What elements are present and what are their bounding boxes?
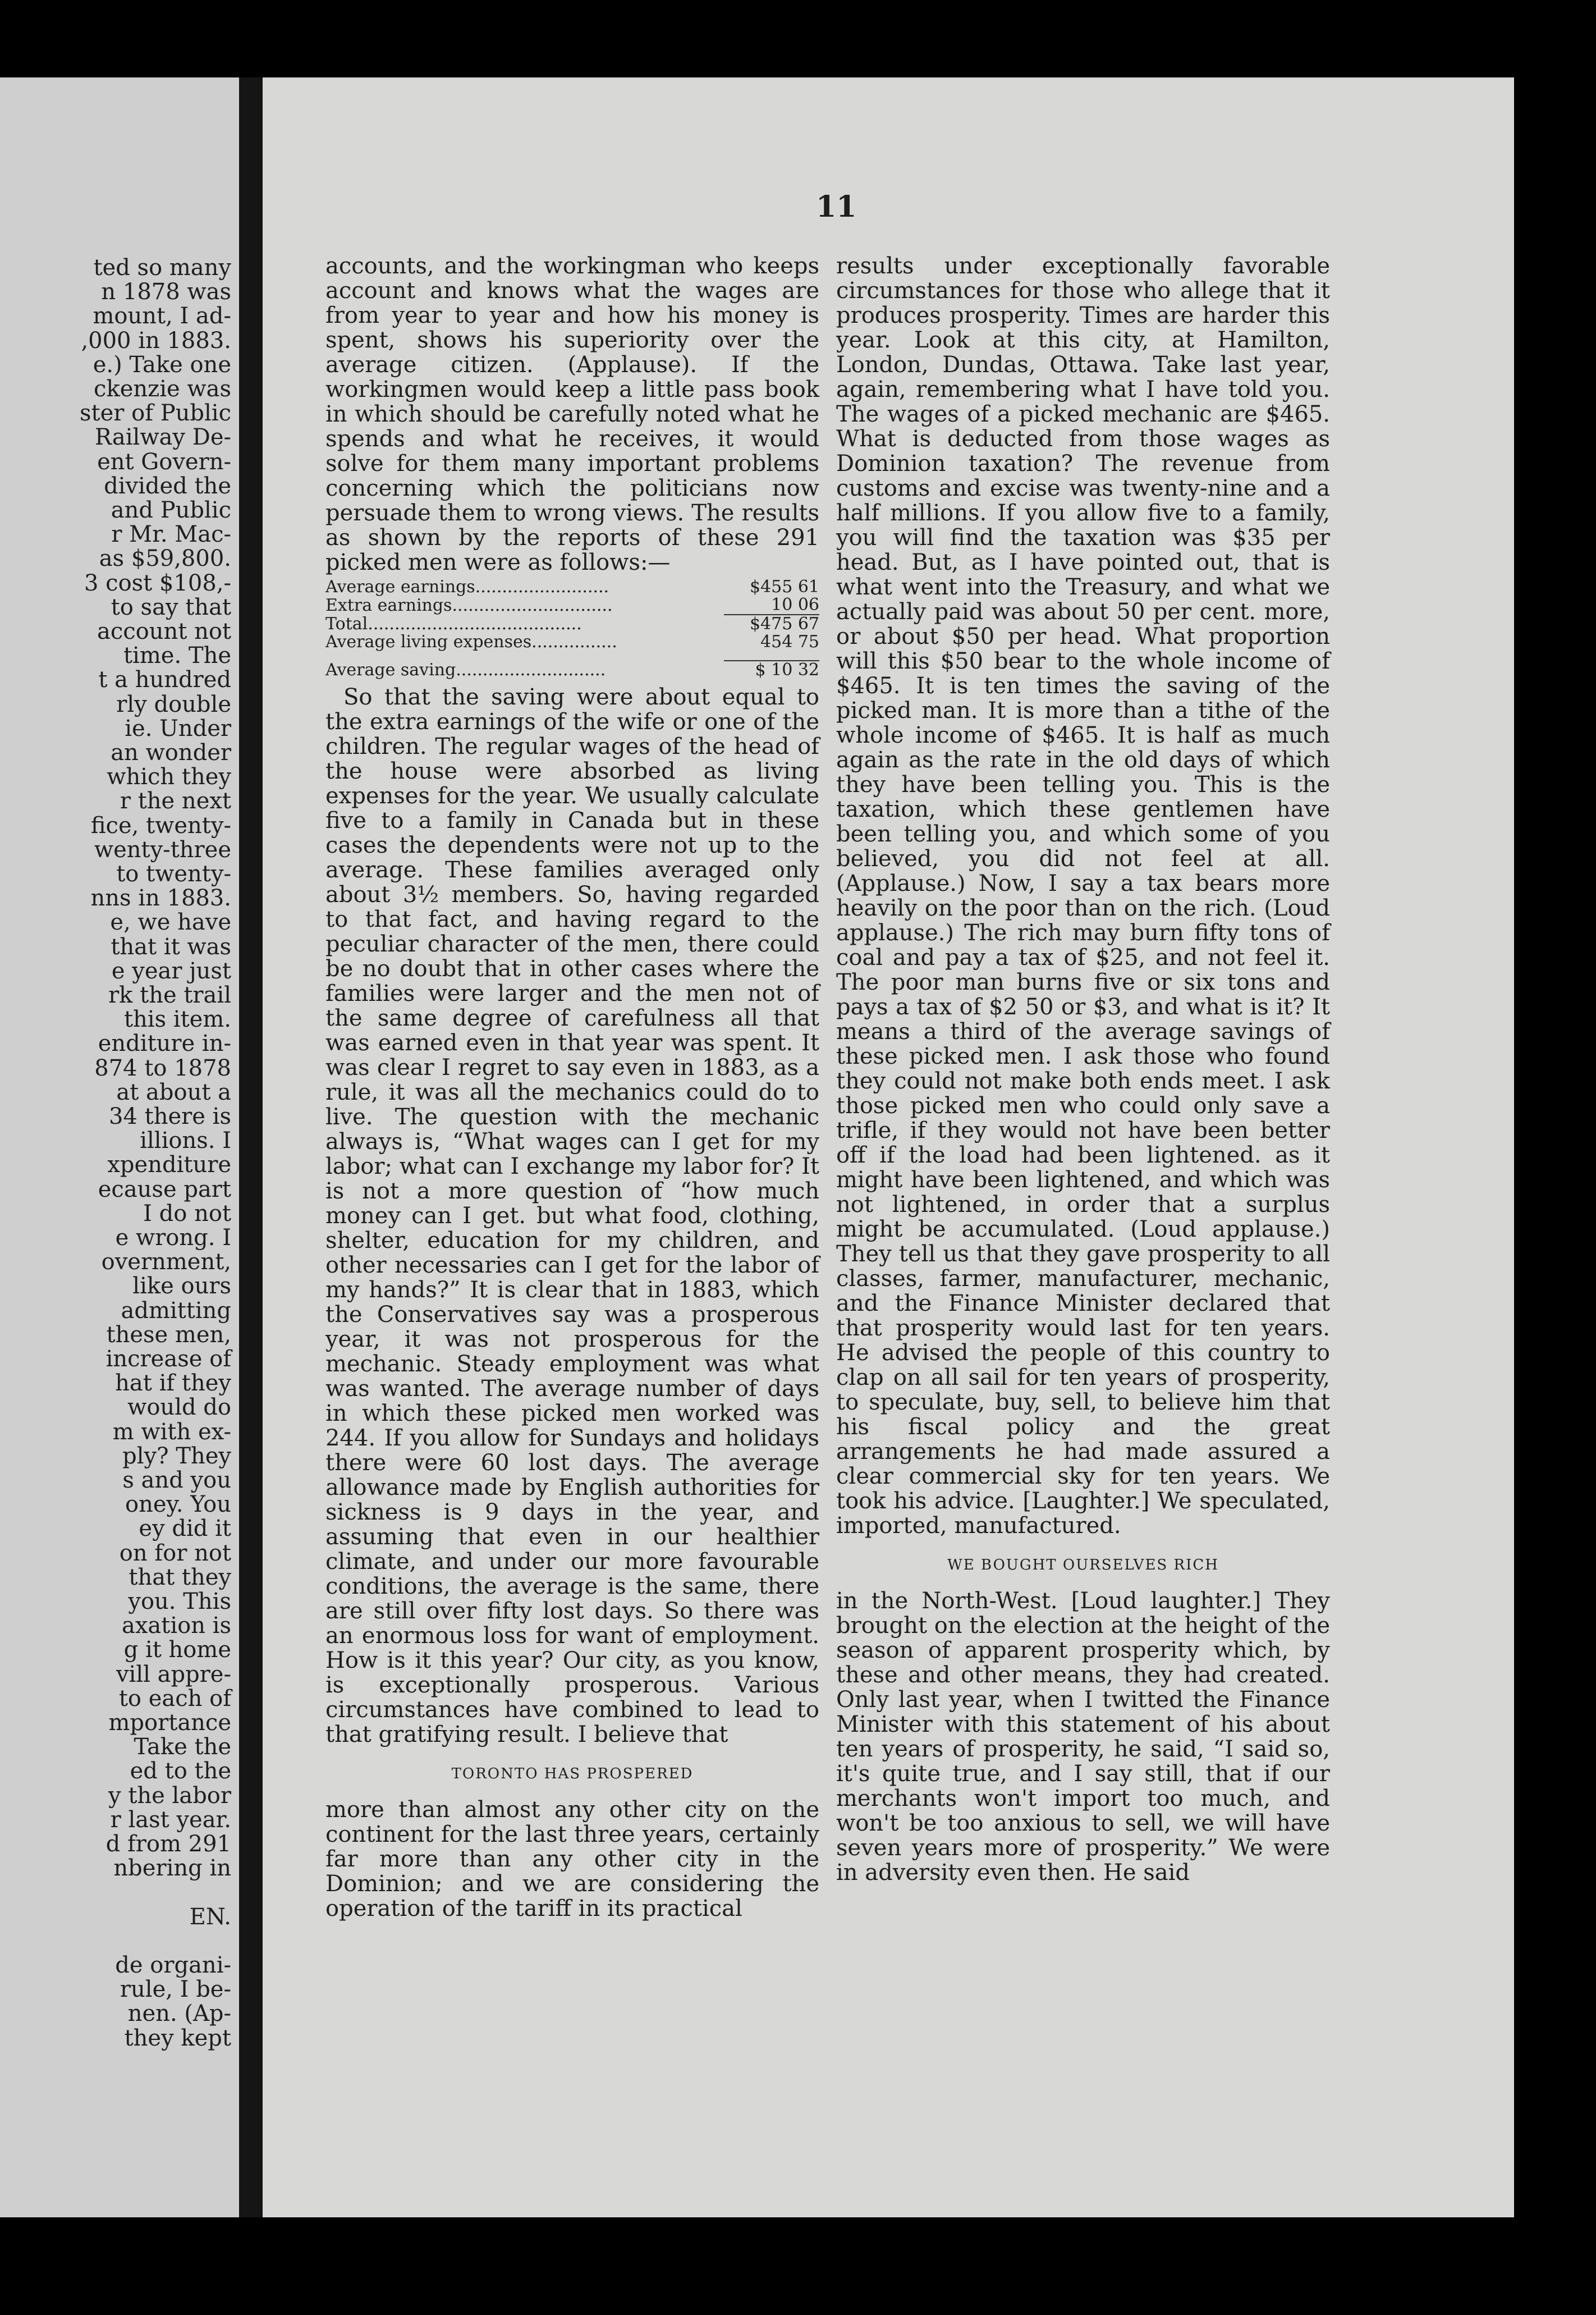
fragment-line: time. The (123, 643, 231, 669)
fragment-line: n 1878 was (101, 279, 231, 305)
fragment-line: wenty-three (94, 836, 231, 863)
fragment-line: illions. I (140, 1128, 231, 1154)
fragment-line: de organi- (115, 1952, 231, 1978)
fragment-line: ed to the (130, 1758, 231, 1785)
table-row (325, 661, 819, 679)
fragment-line: overnment, (101, 1249, 231, 1275)
section-heading: TORONTO HAS PROSPERED (451, 1765, 694, 1782)
fragment-line: ply? They (122, 1443, 231, 1469)
fragment-line: which they (107, 764, 231, 790)
row-value: 454 75 (760, 632, 819, 652)
fragment-line: r Mr. Mac- (111, 521, 231, 548)
fragment-line: these men, (106, 1321, 231, 1348)
column-left (325, 254, 819, 1921)
row-label: Average saving............................ (325, 660, 606, 680)
fragment-line: r last year. (110, 1806, 231, 1833)
fragment-line: that they (129, 1564, 231, 1590)
fragment-line: e.) Take one (93, 351, 231, 378)
fragment-line: EN. (189, 1904, 231, 1930)
fragment-line: y the labor (108, 1782, 231, 1809)
fragment-line: rk the trail (108, 982, 231, 1008)
fragment-line: axation is (122, 1613, 231, 1639)
fragment-line: mount, I ad- (93, 303, 231, 330)
fragment-line: I do not (143, 1200, 231, 1227)
fragment-line: to each of (118, 1685, 231, 1712)
fragment-line: nen. (Ap- (127, 2001, 231, 2027)
fragment-line: oney. You (125, 1492, 231, 1518)
fragment-line: on for not (119, 1540, 231, 1566)
fragment-line: ckenzie was (94, 376, 231, 402)
fragment-line: ,000 in 1883. (81, 327, 231, 354)
intro-paragraph: accounts, and the workingman who keeps account and knows what the wages are from year to year and how his money is spent, shows his superiority over the average citizen. (Applause). If the workingmen would keep a little pass book in which should be carefully noted what he spends and what he receives, it would solve for them many important problems concerning which the politicians now persuade them to wrong views. The results as shown by the reports of these 291 picked men were as follows:— (325, 253, 819, 575)
fragment-line: as $59,800. (99, 546, 231, 572)
fragment-line: hat if they (115, 1370, 231, 1397)
fragment-line: xpenditure (107, 1152, 231, 1178)
fragment-line: admitting (121, 1297, 231, 1324)
fragment-line: to twenty- (116, 861, 231, 887)
fragment-line: e, we have (110, 909, 231, 936)
fragment-line: and Public (111, 497, 231, 523)
fragment-line: d from 291 (106, 1831, 231, 1857)
fragment-line: nbering in (113, 1855, 231, 1882)
fragment-line: they kept (124, 2025, 231, 2051)
row-value: $455 61 (749, 577, 819, 597)
fragment-line: you. This (128, 1589, 231, 1614)
fragment-line: divided the (104, 473, 231, 499)
fragment-line: m with ex- (112, 1419, 231, 1445)
fragment-line: mportance (108, 1710, 231, 1736)
adjacent-page-fragment (0, 77, 239, 2217)
fragment-line: ey did it (139, 1516, 231, 1542)
section-heading: WE BOUGHT OURSELVES RICH (947, 1557, 1219, 1573)
fragment-line: Take the (134, 1734, 231, 1760)
fragment-line: 874 to 1878 (94, 1055, 231, 1081)
row-label: Total........................................ (325, 614, 582, 634)
table-row (325, 615, 819, 633)
earnings-table (325, 578, 819, 679)
fragment-line: t a hundred (98, 667, 231, 693)
fragment-line: like ours (132, 1273, 231, 1300)
fragment-line: fice, twenty- (90, 812, 231, 839)
row-label: Extra earnings.............................. (325, 595, 613, 615)
fragment-line: to say that (111, 594, 231, 620)
fragment-line: e year just (111, 958, 231, 984)
fragment-line: would do (127, 1394, 231, 1421)
row-label: Average living expenses................ (325, 632, 617, 652)
body-paragraph: So that the saving were about equal to the extra earnings of the wife or one of the children. The regular wages of the head of the house were absorbed as living expenses for the year. We usually calculate five to a family in Canada but in these cases the dependents were not up to the average. These families averaged only about 3½ members. So, having regarded to that fact, and having regard to the peculiar character of the men, there could be no doubt that in other cases where the families were larger and the men not of the same degree of carefulness all that was earned even in that year was spent. It was clear I regret to say even in 1883, as a rule, it was all the mechanics could do to live. The question with the mechanic always is, “What wages can I get for my labor; what can I exchange my labor for? It is not a more question of “how much money can I get. but what food, clothing, shelter, education for my children, and other necessaries can I get for the labor of my hands?” It is clear that in 1883, which the Conservatives say was a prosperous year, it was not prosperous for the mechanic. Steady employment was what was wanted. The average number of days in which these picked men worked was 244. If you allow for Sundays and holidays there were 60 lost days. The average allowance made by English authorities for sickness is 9 days in the year, and assuming that even in our healthier climate, and under our more favourable conditions, the average is the same, there are still over fifty lost days. So there was an enormous loss for want of employment. How is it this year? Our city, as you know, is exceptionally prosperous. Various circumstances have combined to lead to that gratifying result. I believe that (325, 684, 819, 1747)
film-border (0, 2217, 1596, 2315)
column-right (836, 254, 1330, 1885)
fragment-line: ie. Under (125, 715, 231, 742)
fragment-line: e wrong. I (115, 1225, 231, 1251)
body-paragraph: in the North-West. [Loud laughter.] They brought on the election at the height of the season of apparent prosperity which, by these and other means, they had created. Only last year, when I twitted the Finance Minister with this statement of his about ten years of prosperity, he said, “I said so, it's quite true, and I say still, that if our merchants won't import too much, and won't be too anxious to sell, we will have seven years more of prosperity.” We were in adversity even then. He said (836, 1588, 1330, 1886)
row-value: 10 06 (771, 595, 819, 615)
fragment-line: increase of (106, 1346, 231, 1372)
fragment-line: at about a (116, 1079, 231, 1105)
fragment-line: rule, I be- (120, 1977, 231, 2003)
fragment-line: ecause part (98, 1176, 231, 1202)
fragment-line: g it home (123, 1637, 231, 1663)
fragment-line: this item. (123, 1006, 231, 1033)
row-label: Average earnings......................... (325, 577, 609, 597)
body-paragraph: results under exceptionally favorable circumstances for those who allege that it produces prosperity. Times are harder this year. Look at this city, at Hamilton, London, Dundas, Ottawa. Take last year, again, remembering what I have told you. The wages of a picked mechanic are $465. What is deducted from those wages as Dominion taxation? The revenue from customs and excise was twenty-nine and a half millions. If you allow five to a family, you will find the taxation was $35 per head. But, as I have pointed out, that is what went into the Treasury, and what we actually paid was about 50 per cent. more, or about $50 per head. What proportion will this $50 bear to the whole income of $465. It is ten times the saving of the picked man. It is more than a tithe of the whole income of $465. It is half as much again as the rate in the old days of which they have been telling you. This is the taxation, which these gentlemen have been telling you, and which some of you believed, you did not feel at all. (Applause.) Now, I say a tax bears more heavily on the poor than on the rich. (Loud applause.) The rich may burn fifty tons of coal and pay a tax of $25, and not feel it. The poor man burns five or six tons and pays a tax of $2 50 or $3, and what is it? It means a third of the average savings of these picked men. I ask those who found they could not make both ends meet. I ask those picked men who could only save a trifle, if they would not have been better off if the load had been lightened. as it might have been lightened, and which was not lightened, in order that a surplus might be accumulated. (Loud applause.) They tell us that they gave prosperity to all classes, farmer, manufacturer, mechanic, and the Finance Minister declared that that prosperity would last for ten years. He advised the people of this country to clap on all sail for ten years of prosperity, to speculate, buy, sell, to believe him that his fiscal policy and the great arrangements he had made assured a clear commercial sky for ten years. We took his advice. [Laughter.] We speculated, imported, manufactured. (836, 253, 1330, 1539)
fragment-line: s and you (122, 1467, 231, 1493)
page-gutter (239, 77, 263, 2217)
fragment-line: ent Govern- (97, 449, 231, 475)
fragment-line: ted so many (93, 255, 231, 281)
fragment-line: an wonder (111, 740, 231, 766)
body-paragraph: more than almost any other city on the continent for the last three years, certainly far more than any other city in the Dominion; and we are considering the operation of the tariff in its practical (325, 1797, 819, 1921)
row-value: $475 67 (724, 615, 819, 633)
table-row (325, 633, 819, 651)
fragment-line: account not (97, 619, 231, 644)
fragment-line: that it was (111, 934, 231, 960)
row-value: $ 10 32 (724, 661, 819, 679)
fragment-line: rly double (116, 691, 231, 717)
table-row (325, 596, 819, 615)
page-number: 11 (816, 190, 857, 224)
fragment-line: vill appre- (116, 1661, 231, 1687)
fragment-line: Railway De- (94, 424, 231, 451)
fragment-line: r the next (120, 788, 231, 815)
fragment-line: enditure in- (98, 1031, 231, 1057)
table-row (325, 578, 819, 596)
fragment-line: 3 cost $108,- (84, 570, 231, 596)
fragment-line: nns in 1883. (90, 885, 231, 912)
fragment-line: ster of Public (80, 400, 231, 427)
fragment-line: 34 there is (109, 1104, 231, 1129)
